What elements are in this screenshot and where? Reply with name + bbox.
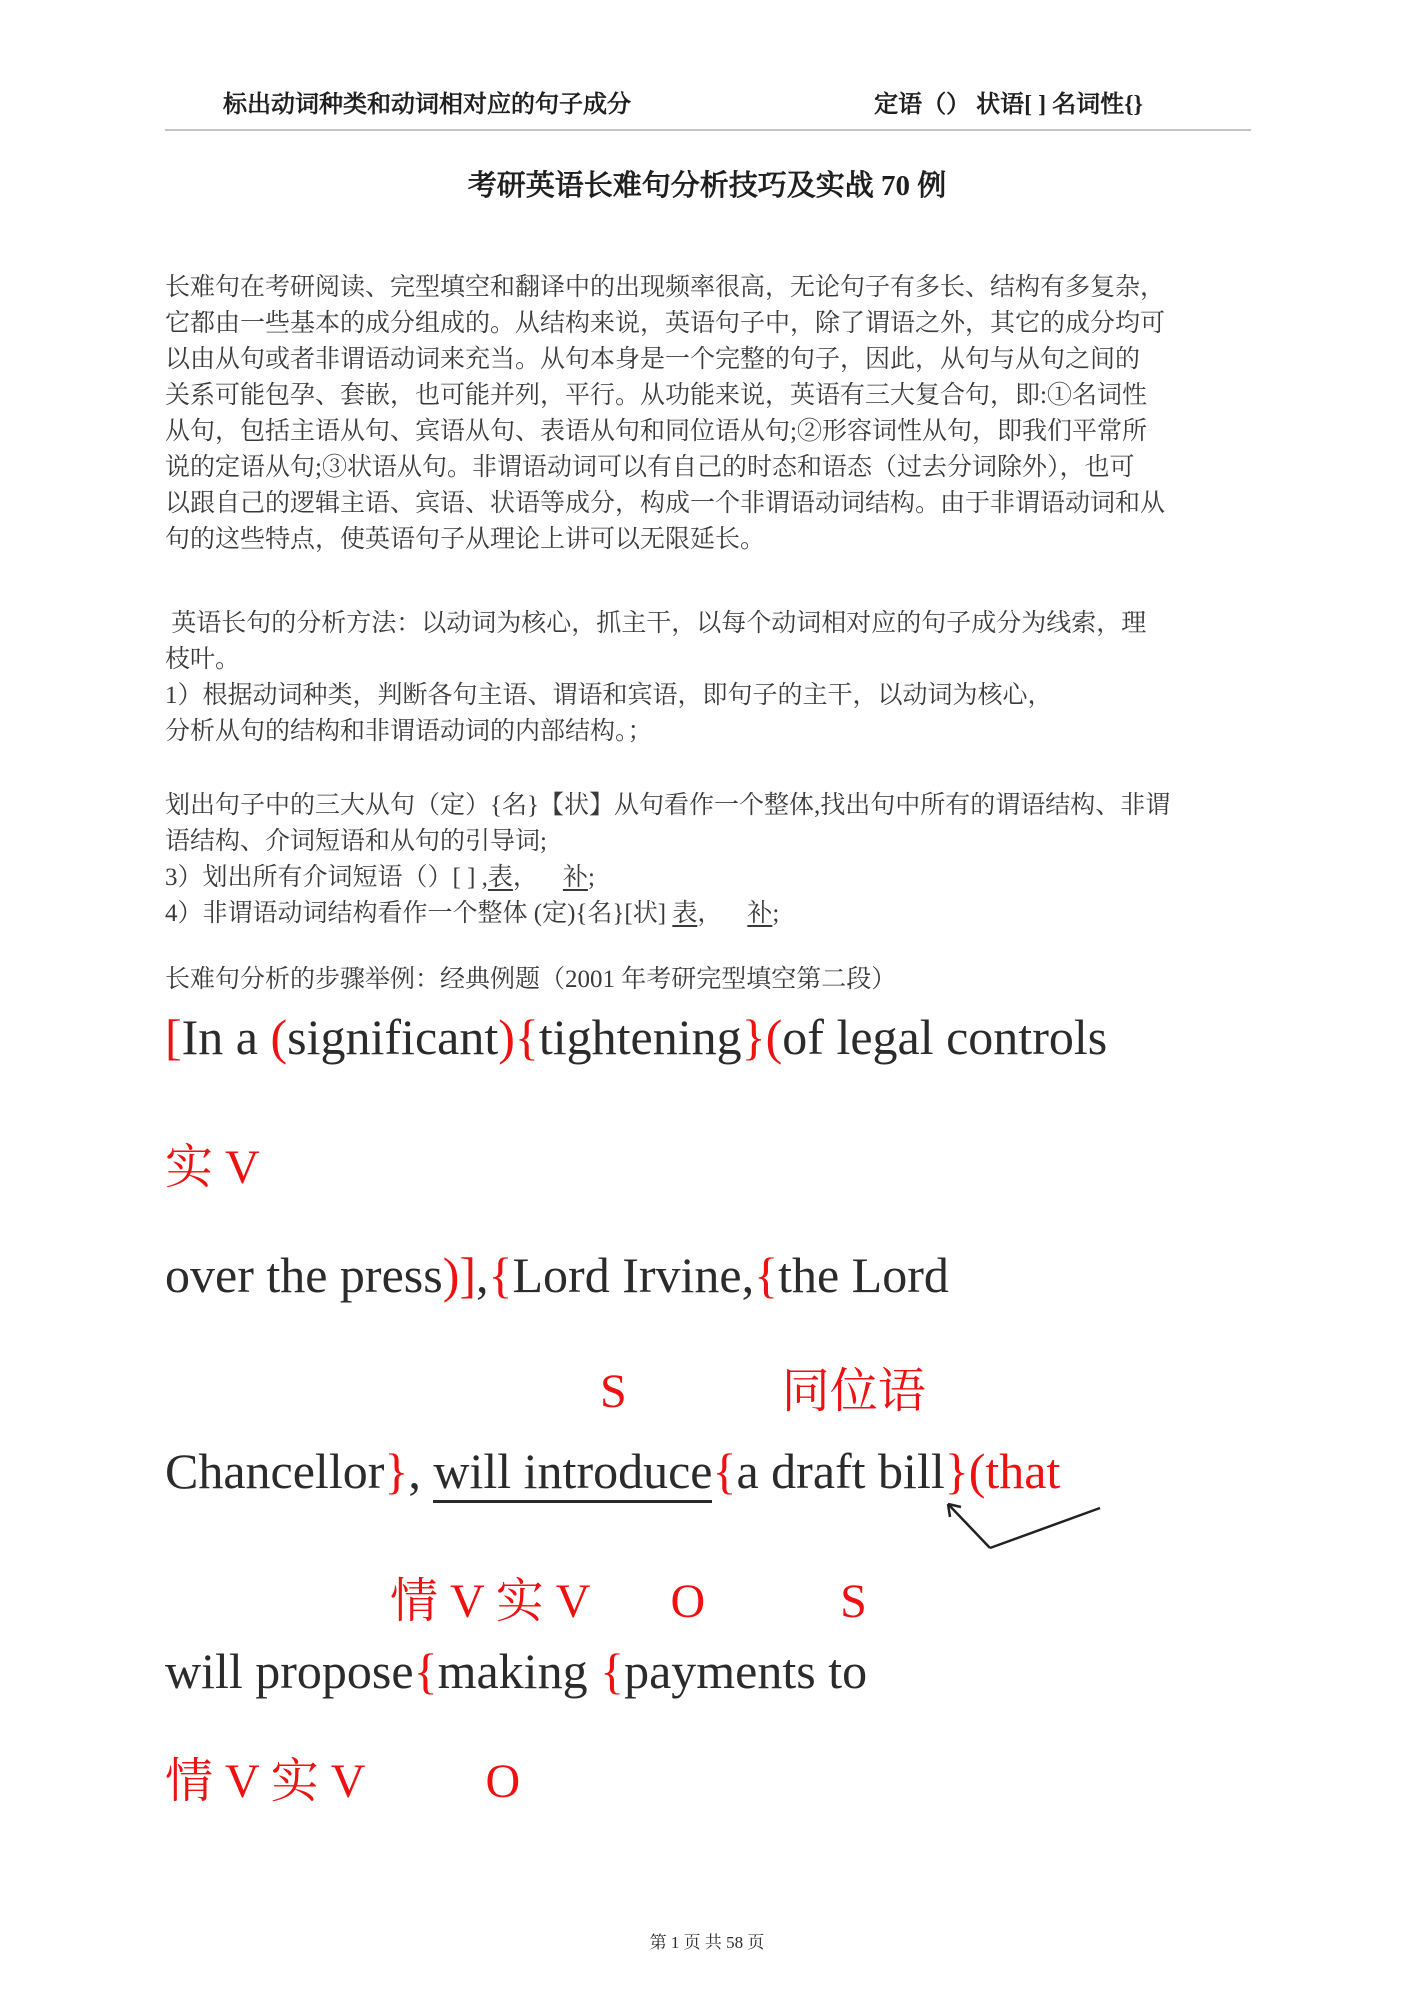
sentence-text: a draft bill xyxy=(736,1443,945,1499)
methods-paragraph xyxy=(165,606,1253,750)
apposition-label: 同位语 xyxy=(781,1365,926,1418)
paragraph-line: 语结构、介词短语和从句的引导词; xyxy=(165,828,547,855)
bracket-mark: } xyxy=(384,1443,409,1499)
sentence-text: over the press xyxy=(165,1247,443,1303)
sentence-text: significant xyxy=(287,1009,499,1065)
object-label: O xyxy=(670,1575,706,1628)
verb-type-annotation: 实 V xyxy=(165,1141,260,1194)
verb-object-annotation xyxy=(165,1742,1365,1811)
sentence-text: tightening xyxy=(538,1009,742,1065)
subject-apposition-annotation xyxy=(165,1352,1365,1421)
bracket-mark: { xyxy=(754,1247,779,1303)
header-left-text: 标出动词种类和动词相对应的句子成分 xyxy=(223,92,631,118)
sentence-text: payments to xyxy=(624,1643,868,1699)
paragraph-line: 说的定语从句;③状语从句。非谓语动词可以有自己的时态和语态（过去分词除外），也可 xyxy=(165,454,1135,481)
page-header xyxy=(165,84,1251,131)
paragraph-line xyxy=(165,860,1253,896)
intro-paragraph xyxy=(165,270,1253,558)
steps-paragraph xyxy=(165,788,1253,932)
bracket-mark: { xyxy=(413,1643,438,1699)
verb-type-labels: 情 V 实 V xyxy=(165,1755,366,1808)
analysis-sentence-line-4 xyxy=(165,1642,1365,1700)
sentence-text: , xyxy=(476,1247,489,1303)
step-text: ; xyxy=(587,864,595,891)
subject-label: S xyxy=(840,1575,867,1628)
sentence-text: In a xyxy=(181,1009,271,1065)
bracket-mark: [ xyxy=(165,1009,182,1065)
bracket-mark: ( xyxy=(270,1009,288,1065)
sentence-text: will propose xyxy=(165,1643,414,1699)
step-text: ， xyxy=(697,900,748,927)
underlined-term: 表 xyxy=(672,900,698,927)
bracket-mark: )] xyxy=(442,1247,476,1303)
paragraph-line: 分析从句的结构和非谓语动词的内部结构。； xyxy=(165,718,653,745)
subject-label: S xyxy=(600,1365,627,1418)
paragraph-line: 它都由一些基本的成分组成的。从结构来说，英语句子中，除了谓语之外，其它的成分均可 xyxy=(165,310,1166,337)
sentence-text: of legal controls xyxy=(782,1009,1108,1065)
paragraph-line: 长难句在考研阅读、完型填空和翻译中的出现频率很高，无论句子有多长、结构有多复杂， xyxy=(165,274,1166,301)
paragraph-line: 以跟自己的逻辑主语、宾语、状语等成分，构成一个非谓语动词结构。由于非谓语动词和从 xyxy=(165,490,1166,517)
paragraph-line: 从句，包括主语从句、宾语从句、表语从句和同位语从句;②形容词性从句，即我们平常所 xyxy=(165,418,1147,445)
paragraph-line: 枝叶。 xyxy=(165,646,241,673)
page-number-indicator: 第 1 页 共 58 页 xyxy=(649,1933,765,1952)
header-right-text: 定语（） 状语[ ] 名词性{} xyxy=(874,92,1143,118)
step-text: ， xyxy=(512,864,563,891)
example-intro-line: 长难句分析的步骤举例：经典例题（2001 年考研完型填空第二段） xyxy=(165,966,897,993)
bracket-mark: { xyxy=(712,1443,737,1499)
bracket-mark: }( xyxy=(741,1009,783,1065)
analysis-sentence-line-3 xyxy=(165,1442,1365,1500)
paragraph-line: 英语长句的分析方法：以动词为核心，抓主干，以每个动词相对应的句子成分为线索，理 xyxy=(165,610,1147,637)
verb-object-subject-annotation xyxy=(165,1562,1365,1631)
paragraph-line: 关系可能包孕、套嵌，也可能并列，平行。从功能来说，英语有三大复合句，即:①名词性 xyxy=(165,382,1147,409)
page-title: 考研英语长难句分析技巧及实战 70 例 xyxy=(467,170,947,202)
underlined-term: 补 xyxy=(562,864,588,891)
paragraph-line: 句的这些特点，使英语句子从理论上讲可以无限延长。 xyxy=(165,526,766,553)
underlined-term: 表 xyxy=(487,864,513,891)
sentence-text: making xyxy=(437,1643,601,1699)
sentence-text: the Lord xyxy=(778,1247,949,1303)
step-text: 4）非谓语动词结构看作一个整体 (定){名}[状] xyxy=(165,900,673,927)
paragraph-line: 1）根据动词种类，判断各句主语、谓语和宾语，即句子的主干，以动词为核心， xyxy=(165,682,1053,709)
underlined-verb-phrase: will introduce xyxy=(433,1443,712,1503)
paragraph-line: 划出句子中的三大从句（定）{名}【状】从句看作一个整体,找出句中所有的谓语结构、非谓 xyxy=(165,792,1171,819)
step-text: ; xyxy=(772,900,780,927)
bracket-mark: { xyxy=(600,1643,625,1699)
object-label: O xyxy=(485,1755,521,1808)
arrow-annotation xyxy=(938,1494,1113,1558)
analysis-sentence-line-1 xyxy=(165,1008,1365,1066)
paragraph-line: 以由从句或者非谓语动词来充当。从句本身是一个完整的句子，因此，从句与从句之间的 xyxy=(165,346,1141,373)
sentence-text: Lord Irvine, xyxy=(512,1247,755,1303)
bracket-mark: { xyxy=(488,1247,513,1303)
page-footer xyxy=(0,1928,1414,1953)
analysis-sentence-line-2 xyxy=(165,1246,1365,1304)
bracket-mark: ){ xyxy=(498,1009,539,1065)
sentence-text: Chancellor xyxy=(165,1443,385,1499)
verb-type-labels: 情 V 实 V xyxy=(390,1575,591,1628)
sentence-text: , xyxy=(408,1443,434,1499)
paragraph-line xyxy=(165,896,1253,932)
bracket-mark: }(that xyxy=(944,1443,1061,1499)
step-text: 3）划出所有介词短语（）[ ] , xyxy=(165,864,488,891)
underlined-term: 补 xyxy=(747,900,773,927)
